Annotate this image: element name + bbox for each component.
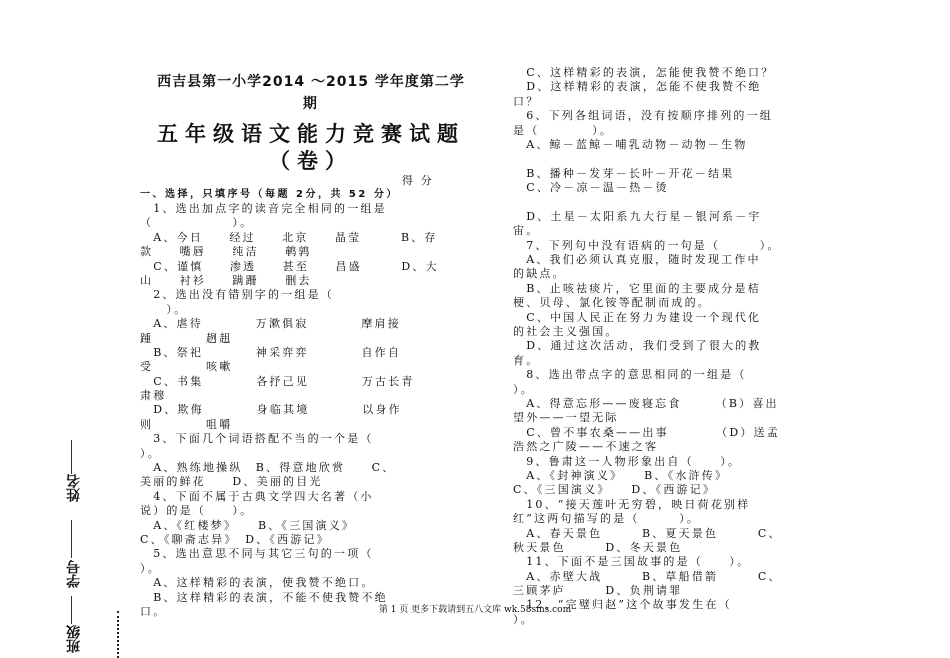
- text-line: C、冷－凉－温－热－烫: [513, 181, 669, 195]
- text-line: 12、“完璧归赵”这个故事发生在（: [513, 598, 732, 612]
- text-line: A、今日 经过 北京 晶莹 B、存: [140, 230, 438, 244]
- text-line: ）。: [140, 302, 188, 316]
- text-line: 美丽的鲜花 D、美丽的目光: [140, 475, 323, 489]
- text-line: 6、下列各组词语，没有按顺序排列的一组: [513, 109, 773, 123]
- student-id-label: 学号: [66, 560, 82, 588]
- text-line: C、中国人民正在努力为建设一个现代化: [513, 310, 762, 324]
- text-line: A、《封神演义》 B、《水浒传》: [513, 468, 729, 482]
- text-line: B、这样精彩的表演，不能不使我赞不绝: [140, 590, 388, 604]
- text-line: ）。: [513, 382, 534, 396]
- text-line: 10、“接天莲叶无穷碧，映日荷花别样: [513, 497, 751, 511]
- text-line: 育。: [513, 353, 540, 367]
- text-line: 1、选出加点字的读音完全相同的一组是: [140, 202, 387, 215]
- text-line: 的缺点。: [513, 267, 566, 281]
- text-line: 梗、贝母、氯化铵等配制而成的。: [513, 296, 711, 310]
- text-line: 受 咳嗽: [140, 360, 233, 374]
- text-line: 5、选出意思不同与其它三句的一项（: [140, 547, 374, 561]
- text-line: 踵 趔趄: [140, 331, 233, 345]
- text-line: A、熟练地操纵 B、得意地欣赏 C、: [140, 461, 396, 475]
- text-line: 口。: [140, 604, 167, 618]
- text-line: A、春天景色 B、夏天景色 C、: [513, 526, 782, 540]
- page-footer: 第 1 页 更多下载请到五八文库 wk.58sms.com: [378, 605, 572, 615]
- text-line: C、《三国演义》 D、《西游记》: [513, 483, 717, 497]
- text-line: 11、下面不是三国故事的是（ ）。: [513, 555, 751, 569]
- text-line: 口？: [513, 94, 540, 108]
- text-line: ）。: [513, 612, 534, 626]
- text-line: 2、选出没有错别字的一组是（: [140, 288, 334, 302]
- text-line: A、鲸－蓝鲸－哺乳动物－动物－生物: [513, 137, 748, 151]
- name-underline: [71, 440, 72, 474]
- text-line: D、欺侮 身临其境 以身作: [140, 403, 402, 417]
- text-line: A、得意忘形——废寝忘食 （B）喜出: [513, 396, 779, 410]
- text-line: D、土星－太阳系九大行星－银河系－宇: [513, 209, 762, 223]
- left-question-lines: [140, 202, 482, 619]
- text-line: A、我们必须认真克服，随时发现工作中: [513, 253, 761, 267]
- text-line: A、赤壁大战 B、草船借箭 C、: [513, 569, 782, 583]
- text-line: 9、鲁肃这一人物形象出自（ ）。: [513, 454, 742, 468]
- text-line: 红”这两句描写的是（ ）。: [513, 512, 701, 526]
- text-line: C、《聊斋志异》 D、《西游记》: [140, 532, 330, 546]
- text-line: B、播种－发芽－长叶－开花－结果: [513, 166, 735, 180]
- text-line: A、《红楼梦》 B、《三国演义》: [140, 518, 356, 532]
- right-question-lines: [513, 66, 859, 627]
- text-line: C、这样精彩的表演，怎能使我赞不绝口？: [513, 66, 775, 79]
- text-line: 说）的是（ ）。: [140, 504, 254, 518]
- text-line: 7、下列句中没有语病的一句是（ ）。: [513, 238, 781, 252]
- binding-dotted-line: [117, 611, 121, 658]
- text-line: A、这样精彩的表演，使我赞不绝口。: [140, 576, 375, 590]
- text-line: ）。: [140, 561, 161, 575]
- text-line: 望外——一望无际: [513, 411, 619, 425]
- text-line: C、曾不事农桑——出事 （D）送孟: [513, 425, 780, 439]
- text-line: 肃穆: [140, 389, 167, 403]
- text-line: 的社会主义强国。: [513, 325, 619, 339]
- text-line: [513, 152, 859, 166]
- text-line: 三顾茅庐 D、负荆请罪: [513, 584, 683, 598]
- text-line: 款 嘴唇 纯洁 鹌鹑: [140, 245, 312, 259]
- text-line: 浩然之广陵——不速之客: [513, 440, 659, 454]
- exam-header-line1: 西吉县第一小学2014 ～2015 学年度第二学: [157, 74, 465, 90]
- text-line: 8、选出带点字的意思相同的一组是（: [513, 368, 747, 382]
- text-line: 是（ ）。: [513, 123, 614, 137]
- text-line: 秋天景色 D、冬天景色: [513, 540, 683, 554]
- left-column: [140, 72, 482, 619]
- student-id-underline: [71, 520, 72, 558]
- text-line: （ ）。: [140, 216, 254, 230]
- text-line: D、通过这次活动，我们受到了很大的教: [513, 339, 762, 353]
- text-line: C、谨慎 渗透 甚至 昌盛 D、大: [140, 259, 439, 273]
- text-line: 则 咀嚼: [140, 417, 233, 431]
- score-label: 得 分: [401, 174, 434, 187]
- exam-title: 五年级语文能力竞赛试题: [157, 121, 465, 146]
- text-line: [513, 196, 859, 210]
- text-line: 宙。: [513, 224, 540, 238]
- name-label: 姓名: [66, 474, 82, 502]
- text-line: C、书集 各抒己见 万古长青: [140, 374, 415, 388]
- text-line: D、这样精彩的表演，怎能不使我赞不绝: [513, 80, 762, 94]
- class-label: 班级: [66, 625, 82, 653]
- exam-header-line2: 期: [302, 96, 320, 112]
- text-line: A、虐待 万漱俱寂 摩肩接: [140, 317, 401, 331]
- text-line: 山 衬衫 蹒跚 删去: [140, 273, 312, 287]
- exam-subtitle: （卷）: [269, 148, 353, 173]
- right-column: [513, 66, 859, 627]
- text-line: B、祭祀 神采弈弈 自作自: [140, 345, 402, 359]
- text-line: 4、下面不属于古典文学四大名著（小: [140, 489, 374, 503]
- section-heading: 一、选择，只填序号（每题 2分，共 52 分）: [140, 189, 399, 200]
- text-line: B、止咳祛痰片，它里面的主要成分是桔: [513, 281, 761, 295]
- text-line: ）。: [140, 446, 161, 460]
- text-line: 3、下面几个词语搭配不当的一个是（: [140, 432, 374, 446]
